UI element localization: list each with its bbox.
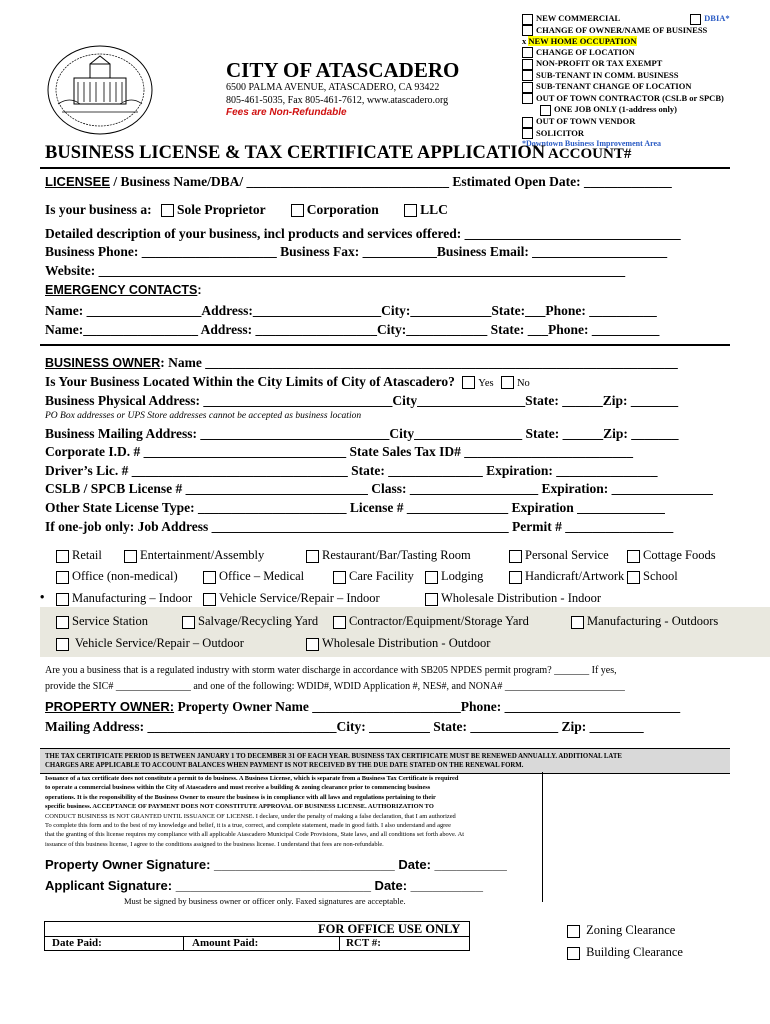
signature-note: Must be signed by business owner or officer only. Faxed signatures are acceptable. <box>124 896 406 906</box>
dbia-note: *Downtown Business Improvement Area <box>522 139 662 149</box>
emergency-contact-1[interactable]: Name: _________________Address:___________________City:____________State:___Phone: __________ <box>45 303 657 318</box>
category-lodging[interactable]: Lodging <box>425 569 483 584</box>
city-limits-question: Is Your Business Located Within the City Limits of City of Atascadero? <box>45 374 455 389</box>
category-personal-service[interactable]: Personal Service <box>509 548 609 563</box>
sole-proprietor-label: Sole Proprietor <box>177 202 266 217</box>
category-school[interactable]: School <box>627 569 678 584</box>
category-vehicle-outdoor[interactable]: Vehicle Service/Repair – Outdoor <box>56 636 244 651</box>
property-owner-name-line[interactable]: Property Owner Name ______________________Phone: __________________________ <box>174 699 681 714</box>
corporation-label: Corporation <box>306 202 379 217</box>
checkbox-icon[interactable] <box>522 128 533 139</box>
licensee-label: LICENSEE <box>45 174 111 189</box>
category-manufacturing-indoor[interactable]: Manufacturing – Indoor <box>56 591 192 606</box>
account-label: ACCOUNT# <box>548 146 632 162</box>
disclaimer-line: To complete this form and to the best of my knowledge and belief, it is a true, correct, and complete statement, made in good faith. I also understand and agree <box>45 822 451 830</box>
checkbox-icon[interactable] <box>522 14 533 25</box>
disclaimer-line: CONDUCT BUSINESS IS NOT GRANTED UNTIL ISSUANCE OF LICENSE. I declare, under the penalty of making a false declaration, that I am authorized <box>45 812 456 820</box>
option-change-owner: CHANGE OF OWNER/NAME OF BUSINESS <box>536 24 708 35</box>
no-label: No <box>516 378 530 389</box>
checkbox-icon[interactable] <box>567 947 580 960</box>
city-seal-logo <box>40 40 160 140</box>
option-nonprofit: NON-PROFIT OR TAX EXEMPT <box>536 58 663 69</box>
business-name-line[interactable]: / Business Name/DBA/ ______________________________ Estimated Open Date: _____________ <box>110 174 672 189</box>
amount-paid-label: Amount Paid: <box>192 937 259 949</box>
city-name: CITY OF ATASCADERO <box>226 58 460 82</box>
storm-water-line-2[interactable]: provide the SIC# _______________ and one of the following: WDID#, WDID Application #, NES#, and NONA# ________________________ <box>45 681 625 692</box>
licensee-row <box>45 174 672 190</box>
business-type-row <box>45 202 448 218</box>
checkbox-icon[interactable] <box>690 14 701 25</box>
emergency-label: EMERGENCY CONTACTS <box>45 283 198 297</box>
website-line[interactable]: Website: ______________________________________________________________________________ <box>45 263 626 278</box>
category-salvage[interactable]: Salvage/Recycling Yard <box>182 614 318 629</box>
checkbox-icon[interactable] <box>627 571 640 584</box>
property-owner-row <box>45 699 680 715</box>
checkbox-icon[interactable] <box>425 593 438 606</box>
other-license-line[interactable]: Other State License Type: ______________________ License # _______________ Expiration _____________ <box>45 500 665 515</box>
renewal-notice-line-1: THE TAX CERTIFICATE PERIOD IS BETWEEN JANUARY 1 TO DECEMBER 31 OF EACH YEAR. BUSINESS TAX CERTIFICATE MUST BE RENEWED ANNUALLY. ADDITIONAL LATE <box>45 753 622 760</box>
checkbox-icon[interactable] <box>161 204 174 217</box>
llc-label: LLC <box>420 202 448 217</box>
checkbox-icon[interactable] <box>333 616 346 629</box>
emergency-contact-2[interactable]: Name:_________________ Address: __________________City:____________ State: ___Phone: __________ <box>45 322 660 337</box>
mailing-address-line[interactable]: Business Mailing Address: ____________________________City________________ State: ______Zip: _______ <box>45 426 679 441</box>
checkbox-icon[interactable] <box>124 550 137 563</box>
bullet-marker: • <box>40 590 45 604</box>
checkbox-icon[interactable] <box>333 571 346 584</box>
checkbox-icon[interactable] <box>522 70 533 81</box>
disclaimer-border <box>542 772 543 902</box>
checkbox-icon[interactable] <box>404 204 417 217</box>
checkbox-icon[interactable] <box>306 550 319 563</box>
city-limits-row <box>45 374 530 390</box>
checkbox-icon[interactable] <box>56 593 69 606</box>
cslb-license-line[interactable]: CSLB / SPCB License # ___________________________ Class: ___________________ Expiration: _______________ <box>45 481 713 496</box>
checkbox-icon[interactable] <box>522 59 533 70</box>
corporate-id-line[interactable]: Corporate I.D. # ______________________________ State Sales Tax ID# _________________________ <box>45 444 634 459</box>
disclaimer-block <box>45 774 464 849</box>
disclaimer-line: specific business. ACCEPTANCE OF PAYMENT DOES NOT CONSTITUTE APPROVAL OF BUSINESS LICENSE. AUTHORIZATION TO <box>45 803 434 811</box>
category-contractor[interactable]: Contractor/Equipment/Storage Yard <box>333 614 529 629</box>
checkbox-icon[interactable] <box>56 616 69 629</box>
option-vendor: OUT OF TOWN VENDOR <box>536 115 636 126</box>
option-solicitor: SOLICITOR <box>536 127 585 138</box>
emergency-header <box>45 283 202 297</box>
category-manufacturing-outdoors[interactable]: Manufacturing - Outdoors <box>571 614 718 629</box>
checkbox-icon[interactable] <box>462 376 475 389</box>
disclaimer-line: issuance of this business license, I agree to the conditions assigned to the business license. I understand that fees are non-refundable. <box>45 840 384 848</box>
checkbox-icon[interactable] <box>522 117 533 128</box>
description-line[interactable]: Detailed description of your business, incl products and services offered: ________________________________ <box>45 226 681 241</box>
property-owner-label: PROPERTY OWNER: <box>45 699 175 714</box>
option-dbia: DBIA* <box>704 13 730 23</box>
category-retail[interactable]: Retail <box>56 548 102 563</box>
checkbox-icon[interactable] <box>56 571 69 584</box>
divider <box>40 167 730 169</box>
category-wholesale-outdoor[interactable]: Wholesale Distribution - Outdoor <box>306 636 490 651</box>
property-owner-signature-line[interactable]: Property Owner Signature: _________________________ Date: __________ <box>45 857 507 872</box>
checkbox-icon[interactable] <box>522 93 533 104</box>
checkbox-icon[interactable] <box>182 616 195 629</box>
checkbox-icon[interactable] <box>522 82 533 93</box>
physical-address-line[interactable]: Business Physical Address: ____________________________City________________State: ______Zip: _______ <box>45 393 679 408</box>
checkbox-icon[interactable] <box>509 571 522 584</box>
checkbox-icon[interactable] <box>203 593 216 606</box>
checkbox-icon[interactable] <box>425 571 438 584</box>
drivers-license-line[interactable]: Driver’s Lic. # ________________________________ State: ______________ Expiration: _______________ <box>45 463 658 478</box>
checkbox-icon[interactable] <box>56 550 69 563</box>
fees-notice: Fees are Non-Refundable <box>226 107 347 118</box>
storm-water-line-1[interactable]: Are you a business that is a regulated industry with storm water discharge in accordance with SB205 NPDES permit program? _______ If yes, <box>45 665 617 676</box>
disclaimer-line: operations. It is the responsibility of the Business Owner to ensure the business is in compliance with all laws and regulations pertaining to their <box>45 793 436 801</box>
checkbox-icon[interactable] <box>567 925 580 938</box>
property-mailing-line[interactable]: Mailing Address: ____________________________City: _________ State: _____________ Zip: ________ <box>45 719 644 734</box>
office-col-divider <box>183 936 184 950</box>
business-type-label: Is your business a: <box>45 202 152 217</box>
category-vehicle-indoor[interactable]: Vehicle Service/Repair – Indoor <box>203 591 380 606</box>
owner-name-line[interactable]: : Name ______________________________________________________________________ <box>160 355 678 370</box>
divider <box>40 344 730 346</box>
checkbox-icon[interactable] <box>291 204 304 217</box>
office-col-divider <box>339 936 340 950</box>
emergency-colon: : <box>197 283 202 297</box>
checkbox-icon[interactable] <box>627 550 640 563</box>
page-title: BUSINESS LICENSE & TAX CERTIFICATE APPLICATION <box>45 143 546 163</box>
checkbox-icon[interactable] <box>509 550 522 563</box>
checkbox-icon[interactable] <box>501 376 514 389</box>
option-out-of-town: OUT OF TOWN CONTRACTOR (CSLB or SPCB) <box>536 92 724 103</box>
checkbox-icon[interactable] <box>306 638 319 651</box>
renewal-notice-line-2: CHARGES ARE APPLICABLE TO ACCOUNT BALANCES WHEN PAYMENT IS NOT RECEIVED BY THE DUE DATE STATED ON THE RENEWAL FORM. <box>45 762 524 769</box>
phone-line[interactable]: Business Phone: ____________________ Business Fax: ___________Business Email: ____________________ <box>45 244 668 259</box>
option-subtenant-change: SUB-TENANT CHANGE OF LOCATION <box>536 81 692 92</box>
checkbox-icon[interactable] <box>203 571 216 584</box>
checkbox-icon[interactable] <box>56 638 69 651</box>
option-subtenant: SUB-TENANT IN COMM. BUSINESS <box>536 69 679 80</box>
applicant-signature-line[interactable]: Applicant Signature: ___________________________ Date: __________ <box>45 878 483 893</box>
category-cottage-foods[interactable]: Cottage Foods <box>627 548 716 563</box>
office-use-title: FOR OFFICE USE ONLY <box>318 922 461 936</box>
building-clearance-option[interactable]: Building Clearance <box>567 945 683 960</box>
zoning-clearance-option[interactable]: Zoning Clearance <box>567 923 675 938</box>
category-entertainment[interactable]: Entertainment/Assembly <box>124 548 264 563</box>
checkbox-icon[interactable] <box>522 47 533 58</box>
option-new-home: NEW HOME OCCUPATION <box>528 36 637 47</box>
category-care-facility[interactable]: Care Facility <box>333 569 414 584</box>
option-new-commercial: NEW COMMERCIAL <box>536 13 621 23</box>
new-home-mark: x <box>522 36 527 47</box>
option-change-location: CHANGE OF LOCATION <box>536 46 635 57</box>
city-phone: 805-461-5035, Fax 805-461-7612, www.atascadero.org <box>226 95 449 106</box>
disclaimer-line: to operate a commercial business within the City of Atascadero and must receive a building & zoning clearance prior to commencing business <box>45 784 431 792</box>
po-box-note: PO Box addresses or UPS Store addresses cannot be accepted as business location <box>45 411 362 421</box>
category-office-medical[interactable]: Office – Medical <box>203 569 304 584</box>
category-wholesale-indoor[interactable]: Wholesale Distribution - Indoor <box>425 591 601 606</box>
category-service-station[interactable]: Service Station <box>56 614 148 629</box>
date-paid-label: Date Paid: <box>52 937 102 949</box>
rct-label: RCT #: <box>346 937 381 949</box>
checkbox-icon[interactable] <box>522 25 533 36</box>
option-one-job: ONE JOB ONLY (1-address only) <box>554 104 677 115</box>
owner-name-row <box>45 355 678 371</box>
disclaimer-line: that the granting of this license requires my compliance with all applicable Atascadero Municipal Code Provisions, State laws, and all conditions set forth above. At <box>45 831 465 839</box>
owner-label: BUSINESS OWNER <box>45 356 161 370</box>
disclaimer-line: Issuance of a tax certificate does not constitute a permit to do business. A Business License, which is separate from a Business Tax Certificate is required <box>45 775 459 782</box>
category-restaurant[interactable]: Restaurant/Bar/Tasting Room <box>306 548 471 563</box>
one-job-line[interactable]: If one-job only: Job Address ____________________________________________ Permit # ________________ <box>45 519 674 534</box>
city-address: 6500 PALMA AVENUE, ATASCADERO, CA 93422 <box>226 82 440 93</box>
category-office[interactable]: Office (non-medical) <box>56 569 178 584</box>
category-handicraft[interactable]: Handicraft/Artwork <box>509 569 624 584</box>
checkbox-icon[interactable] <box>540 105 551 116</box>
yes-label: Yes <box>478 378 494 389</box>
license-types-panel <box>522 13 730 150</box>
checkbox-icon[interactable] <box>571 616 584 629</box>
